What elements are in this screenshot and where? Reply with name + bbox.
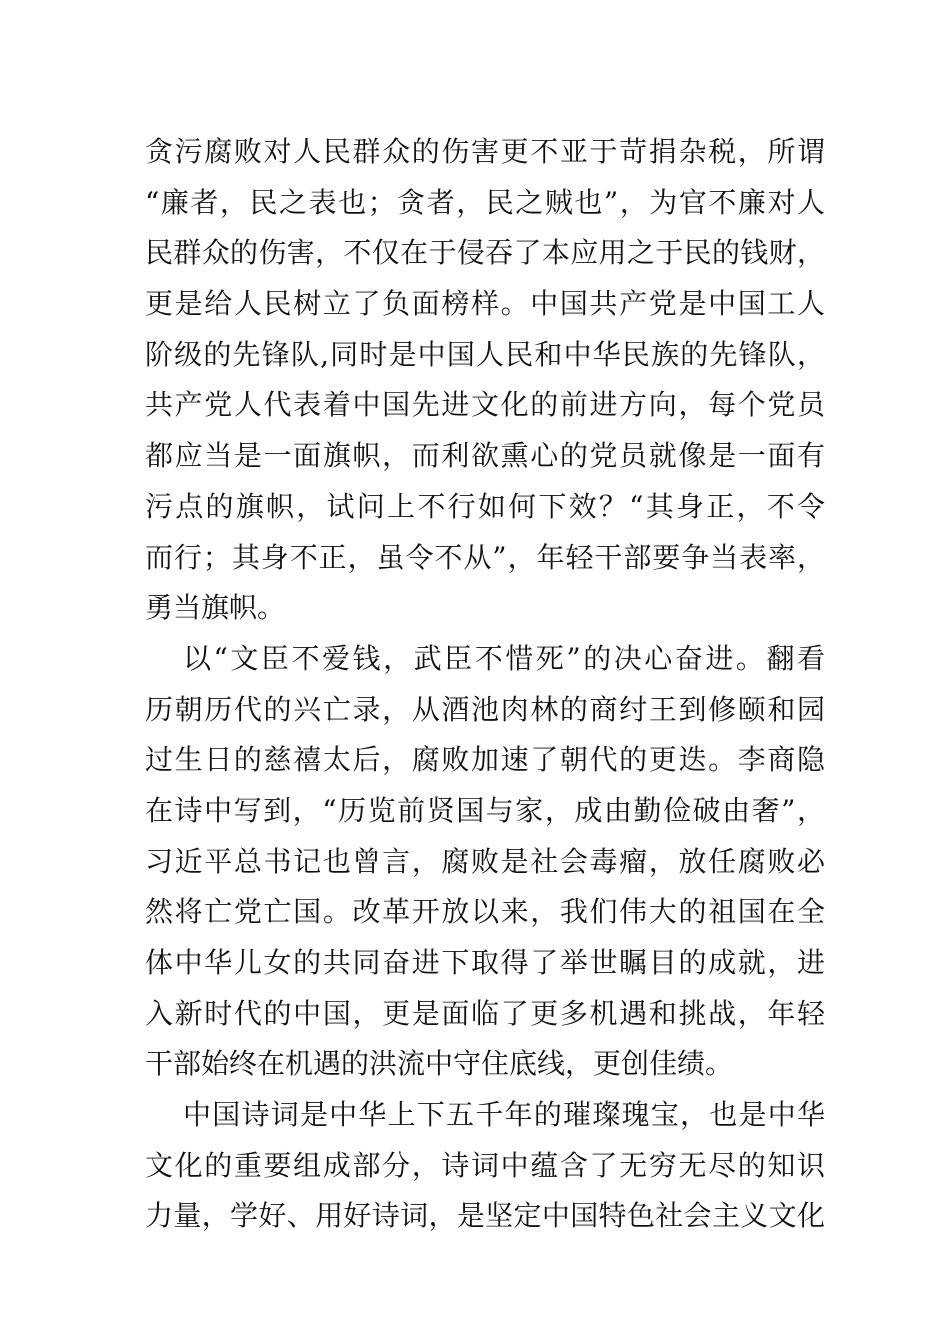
text-line: 体中华儿女的共同奋进下取得了举世瞩目的成就，进 bbox=[145, 946, 825, 979]
text-line: 文化的重要组成部分，诗词中蕴含了无穷无尽的知识 bbox=[145, 1148, 825, 1182]
text-line: 历朝历代的兴亡录，从酒池肉林的商纣王到修颐和园 bbox=[145, 692, 825, 726]
paragraph-2 bbox=[145, 634, 825, 1090]
text-line: 污点的旗帜，试问上不行如何下效？“其身正，不令 bbox=[145, 489, 825, 523]
text-line: 勇当旗帜。 bbox=[145, 591, 286, 625]
text-line: 习近平总书记也曾言，腐败是社会毒瘤，放任腐败必 bbox=[145, 844, 825, 878]
text-line: 共产党人代表着中国先进文化的前进方向，每个党员 bbox=[145, 388, 825, 422]
text-line: 都应当是一面旗帜，而利欲熏心的党员就像是一面有 bbox=[145, 439, 825, 473]
text-line: 在诗中写到，“历览前贤国与家，成由勤俭破由奢”， bbox=[145, 793, 825, 827]
text-line: 中国诗词是中华上下五千年的璀璨瑰宝，也是中华 bbox=[183, 1098, 825, 1132]
text-line: 民群众的伤害，不仅在于侵吞了本应用之于民的钱财， bbox=[145, 236, 825, 270]
text-line: 以“文臣不爱钱，武臣不惜死”的决心奋进。翻看 bbox=[183, 641, 825, 675]
text-line: “廉者，民之表也；贪者，民之贼也”，为官不廉对人 bbox=[145, 185, 825, 219]
text-line: 入新时代的中国，更是面临了更多机遇和挑战，年轻 bbox=[145, 996, 825, 1030]
text-line: 而行；其身不正，虽令不从”，年轻干部要争当表率， bbox=[145, 540, 825, 574]
text-line: 贪污腐败对人民群众的伤害更不亚于苛捐杂税，所谓 bbox=[145, 135, 825, 168]
text-line: 阶级的先锋队,同时是中国人民和中华民族的先锋队， bbox=[145, 337, 825, 371]
text-line: 过生日的慈禧太后，腐败加速了朝代的更迭。李商隐 bbox=[145, 743, 825, 777]
body-text bbox=[145, 127, 825, 1242]
text-line: 更是给人民树立了负面榜样。中国共产党是中国工人 bbox=[145, 287, 825, 321]
text-line: 干部始终在机遇的洪流中守住底线，更创佳绩。 bbox=[145, 1047, 734, 1081]
paragraph-3 bbox=[145, 1090, 825, 1242]
text-line: 然将亡党亡国。改革开放以来，我们伟大的祖国在全 bbox=[145, 895, 825, 929]
text-line: 力量，学好、用好诗词，是坚定中国特色社会主义文化 bbox=[145, 1199, 825, 1233]
paragraph-1 bbox=[145, 127, 825, 634]
